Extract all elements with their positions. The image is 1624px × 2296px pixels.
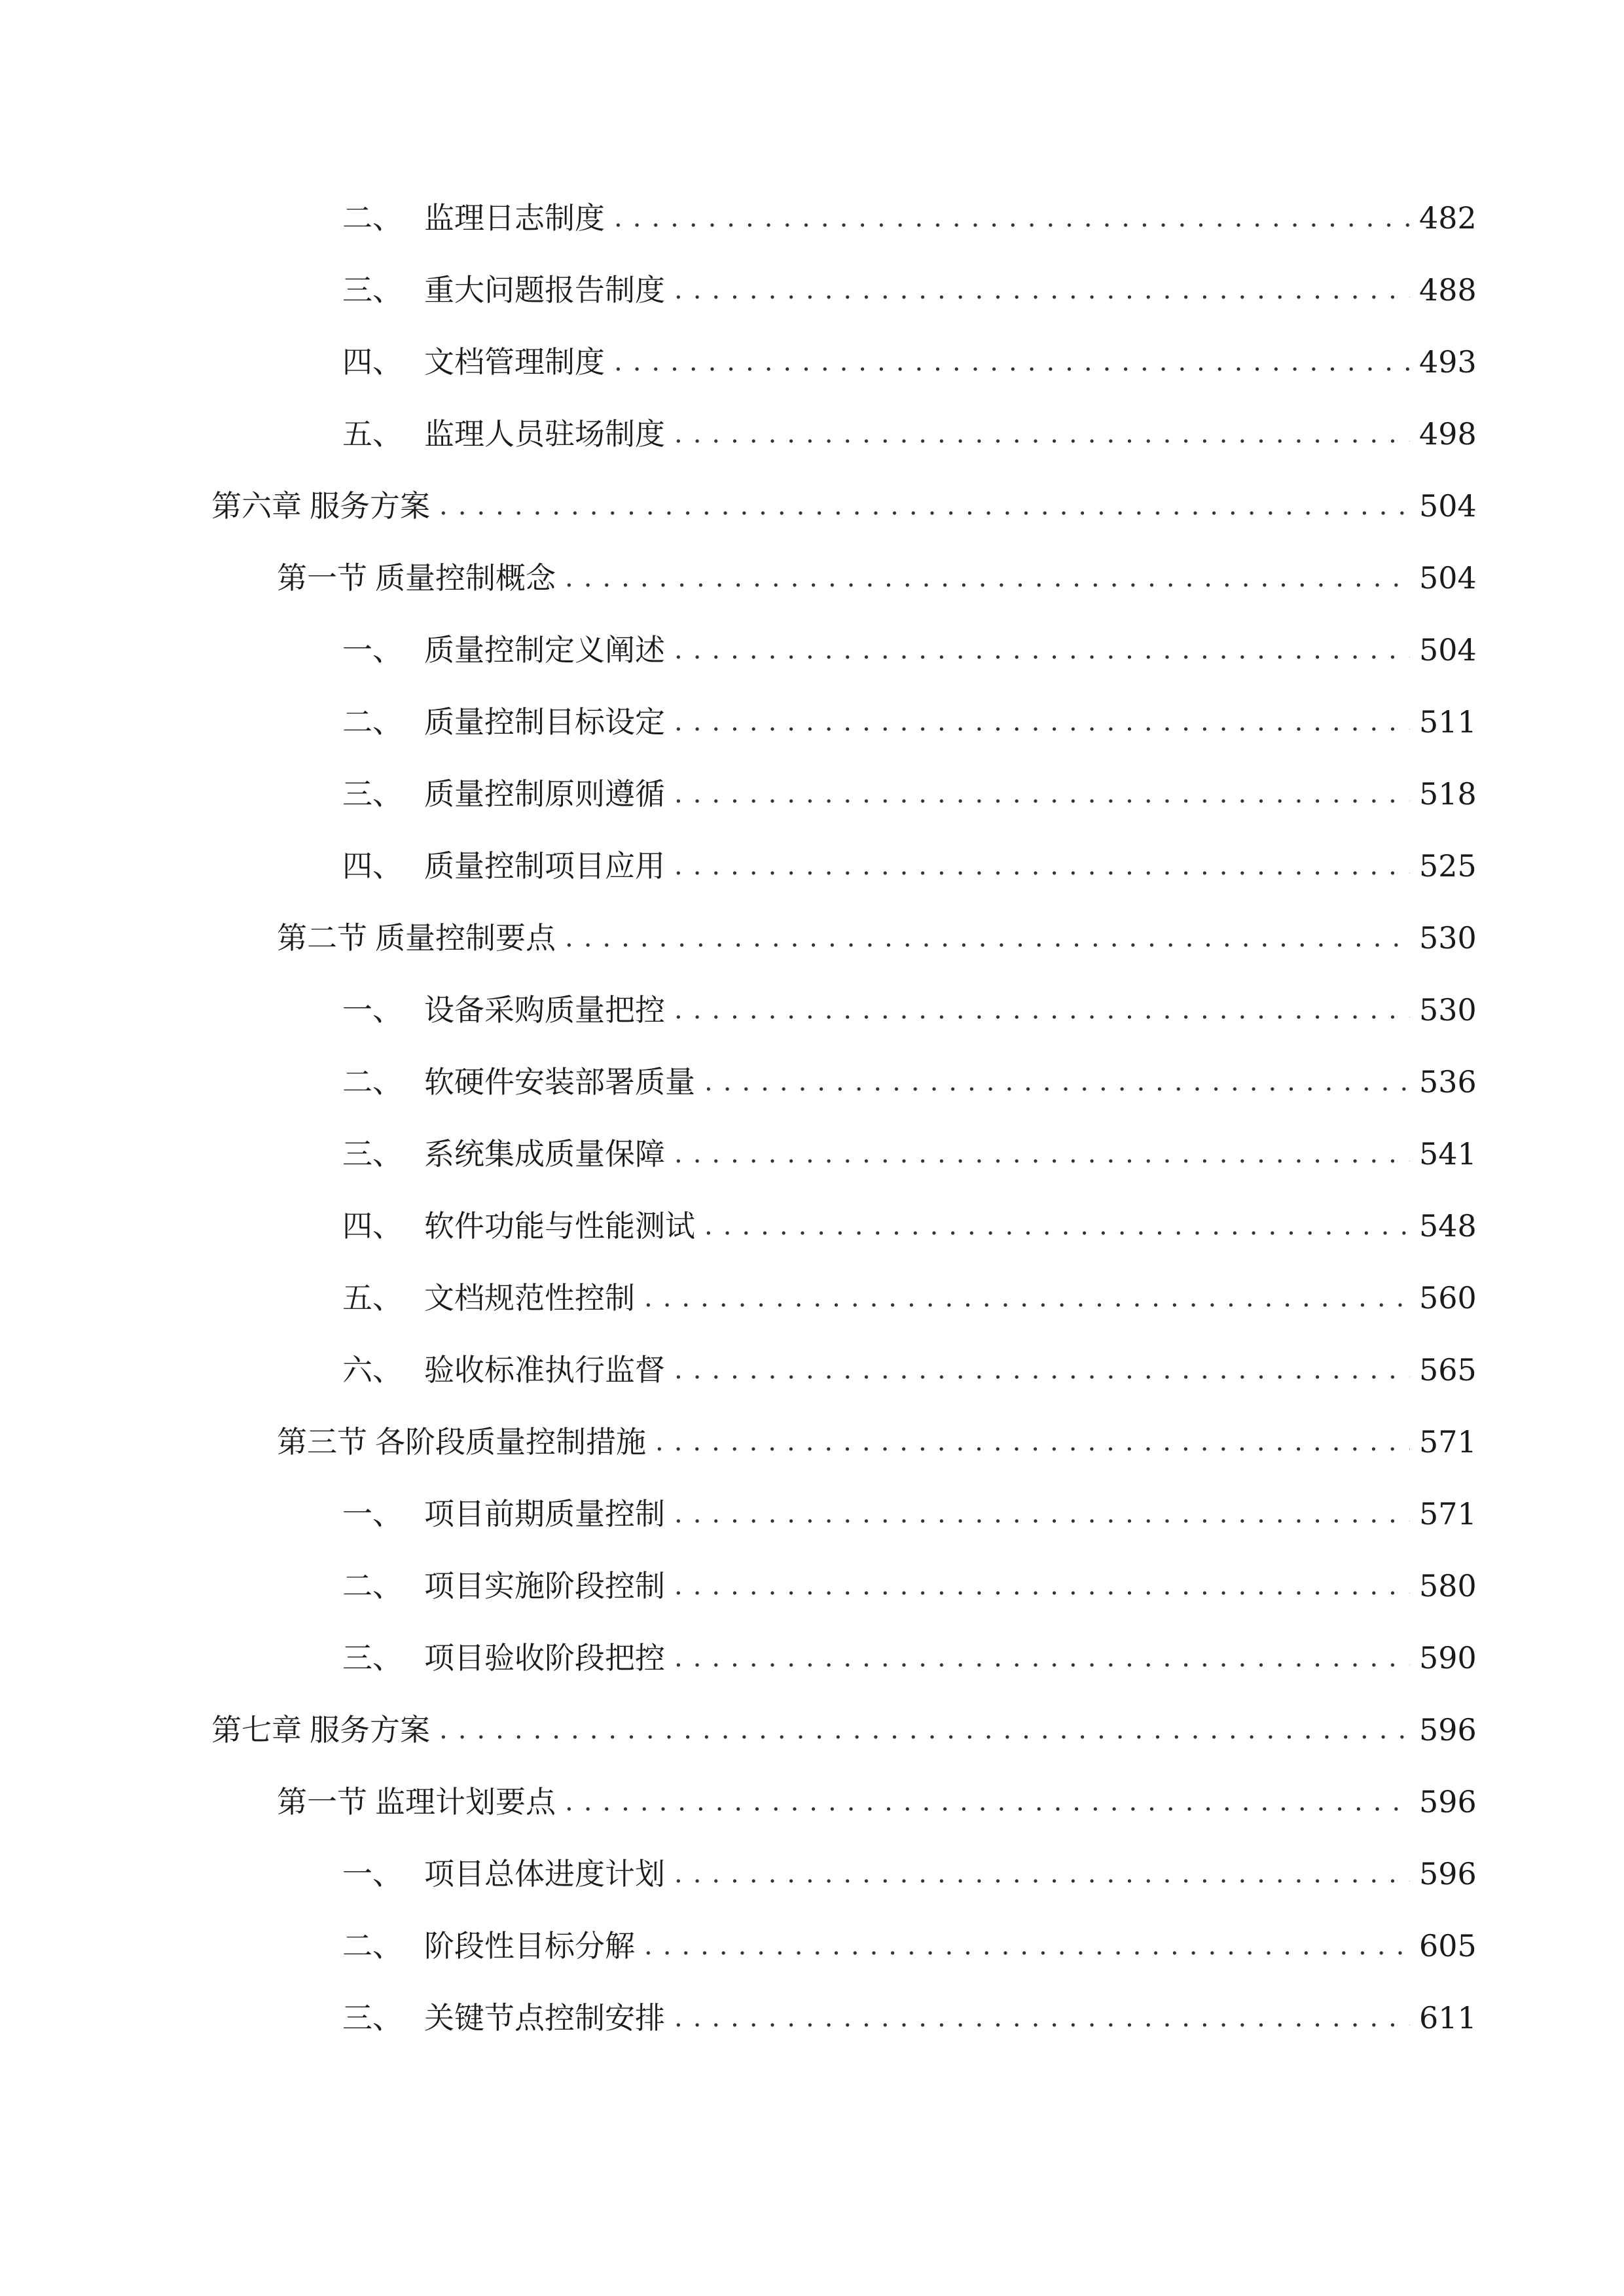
- toc-entry-page: 565: [1419, 1352, 1477, 1388]
- toc-entry-number: 三、: [342, 1136, 403, 1172]
- toc-entry[interactable]: [342, 1344, 1477, 1396]
- toc-entry-page: 571: [1419, 1496, 1477, 1532]
- toc-dot-leader: [674, 840, 1410, 892]
- toc-entry[interactable]: [342, 984, 1477, 1036]
- toc-entry-number: 第一节: [277, 1784, 367, 1820]
- toc-entry[interactable]: [342, 192, 1477, 244]
- toc-entry-title: 服务方案: [310, 1712, 430, 1748]
- toc-entry[interactable]: [342, 768, 1477, 820]
- toc-entry-page: 536: [1419, 1064, 1477, 1100]
- toc-entry-number: 二、: [342, 200, 403, 236]
- toc-entry[interactable]: [342, 840, 1477, 892]
- toc-entry-number: 三、: [342, 272, 403, 308]
- toc-entry-title: 服务方案: [310, 488, 430, 524]
- toc-entry-title: 各阶段质量控制措施: [375, 1424, 646, 1460]
- toc-dot-leader: [644, 1920, 1410, 1972]
- toc-entry-title: 项目验收阶段把控: [424, 1640, 665, 1676]
- toc-chapter[interactable]: [211, 1704, 1477, 1756]
- toc-entry-title: 监理日志制度: [424, 200, 605, 236]
- toc-entry[interactable]: [342, 696, 1477, 748]
- toc-entry-title: 质量控制要点: [375, 920, 556, 956]
- toc-entry-number: 三、: [342, 1640, 403, 1676]
- toc-dot-leader: [614, 336, 1410, 388]
- toc-entry[interactable]: [342, 624, 1477, 676]
- toc-entry-title: 文档管理制度: [424, 344, 605, 380]
- toc-entry-number: 二、: [342, 1568, 403, 1604]
- toc-dot-leader: [674, 1344, 1410, 1396]
- toc-entry[interactable]: [342, 1056, 1477, 1108]
- toc-dot-leader: [674, 1488, 1410, 1540]
- toc-entry-page: 530: [1419, 920, 1477, 956]
- toc-entry[interactable]: [342, 1848, 1477, 1900]
- toc-entry-title: 项目实施阶段控制: [424, 1568, 665, 1604]
- toc-entry-page: 488: [1419, 272, 1477, 308]
- toc-dot-leader: [565, 1776, 1410, 1828]
- toc-dot-leader: [704, 1200, 1410, 1252]
- toc-entry-number: 二、: [342, 1928, 403, 1964]
- toc-entry-number: 二、: [342, 1064, 403, 1100]
- toc-entry-title: 质量控制目标设定: [424, 704, 665, 740]
- toc-entry-page: 482: [1419, 200, 1477, 236]
- toc-entry[interactable]: [342, 1272, 1477, 1324]
- toc-entry-number: 四、: [342, 848, 403, 884]
- toc-entry[interactable]: [342, 1200, 1477, 1252]
- toc-dot-leader: [674, 696, 1410, 748]
- toc-entry-number: 一、: [342, 1496, 403, 1532]
- toc-entry[interactable]: [342, 336, 1477, 388]
- toc-dot-leader: [644, 1272, 1410, 1324]
- toc-entry-number: 六、: [342, 1352, 403, 1388]
- toc-entry-title: 关键节点控制安排: [424, 2000, 665, 2036]
- toc-dot-leader: [565, 912, 1410, 964]
- toc-entry-page: 504: [1419, 632, 1477, 668]
- toc-entry-page: 580: [1419, 1568, 1477, 1604]
- toc-entry-title: 验收标准执行监督: [424, 1352, 665, 1388]
- toc-entry-number: 第一节: [277, 560, 367, 596]
- toc-entry-title: 监理计划要点: [375, 1784, 556, 1820]
- toc-entry-title: 项目总体进度计划: [424, 1856, 665, 1892]
- toc-entry-title: 阶段性目标分解: [424, 1928, 635, 1964]
- toc-entry-number: 三、: [342, 2000, 403, 2036]
- toc-dot-leader: [565, 552, 1410, 604]
- toc-dot-leader: [439, 480, 1410, 532]
- toc-entry-page: 596: [1419, 1784, 1477, 1820]
- toc-entry-number: 五、: [342, 1280, 403, 1316]
- toc-dot-leader: [674, 768, 1410, 820]
- toc-entry-title: 软件功能与性能测试: [424, 1208, 695, 1244]
- toc-dot-leader: [674, 408, 1410, 460]
- toc-dot-leader: [655, 1416, 1410, 1468]
- toc-section[interactable]: [277, 1416, 1477, 1468]
- toc-entry-number: 四、: [342, 1208, 403, 1244]
- toc-entry-page: 493: [1419, 344, 1477, 380]
- toc-entry[interactable]: [342, 1920, 1477, 1972]
- toc-dot-leader: [674, 264, 1410, 316]
- toc-entry-page: 611: [1419, 2000, 1477, 2036]
- toc-entry[interactable]: [342, 1632, 1477, 1684]
- toc-entry-title: 设备采购质量把控: [424, 992, 665, 1028]
- toc-entry-page: 511: [1419, 704, 1477, 740]
- toc-entry-number: 一、: [342, 1856, 403, 1892]
- toc-entry-number: 一、: [342, 992, 403, 1028]
- toc-entry-page: 530: [1419, 992, 1477, 1028]
- toc-entry-number: 第七章: [211, 1712, 302, 1748]
- toc-entry-title: 质量控制概念: [375, 560, 556, 596]
- toc-entry-number: 第二节: [277, 920, 367, 956]
- toc-entry[interactable]: [342, 1992, 1477, 2044]
- toc-entry-number: 第六章: [211, 488, 302, 524]
- toc-entry-page: 590: [1419, 1640, 1477, 1676]
- toc-entry-number: 二、: [342, 704, 403, 740]
- toc-entry-number: 四、: [342, 344, 403, 380]
- toc-entry-page: 571: [1419, 1424, 1477, 1460]
- toc-entry[interactable]: [342, 264, 1477, 316]
- toc-entry-page: 504: [1419, 560, 1477, 596]
- toc-entry-number: 一、: [342, 632, 403, 668]
- toc-dot-leader: [674, 624, 1410, 676]
- toc-dot-leader: [674, 1992, 1410, 2044]
- toc-entry-number: 第三节: [277, 1424, 367, 1460]
- toc-entry-number: 三、: [342, 776, 403, 812]
- toc-chapter[interactable]: [211, 480, 1477, 532]
- toc-dot-leader: [439, 1704, 1410, 1756]
- toc-entry-number: 五、: [342, 416, 403, 452]
- toc-entry-page: 498: [1419, 416, 1477, 452]
- toc-entry-page: 605: [1419, 1928, 1477, 1964]
- toc-entry[interactable]: [342, 1128, 1477, 1180]
- toc-entry[interactable]: [342, 1560, 1477, 1612]
- toc-entry-title: 系统集成质量保障: [424, 1136, 665, 1172]
- toc-entry[interactable]: [342, 408, 1477, 460]
- toc-section[interactable]: [277, 1776, 1477, 1828]
- toc-entry-title: 软硬件安装部署质量: [424, 1064, 695, 1100]
- toc-dot-leader: [674, 984, 1410, 1036]
- toc-dot-leader: [674, 1560, 1410, 1612]
- toc-entry-page: 596: [1419, 1712, 1477, 1748]
- toc-entry-page: 504: [1419, 488, 1477, 524]
- toc-entry-title: 文档规范性控制: [424, 1280, 635, 1316]
- toc-section[interactable]: [277, 912, 1477, 964]
- toc-entry-page: 548: [1419, 1208, 1477, 1244]
- toc-entry-title: 质量控制项目应用: [424, 848, 665, 884]
- toc-section[interactable]: [277, 552, 1477, 604]
- toc-dot-leader: [674, 1128, 1410, 1180]
- toc-dot-leader: [704, 1056, 1410, 1108]
- toc-dot-leader: [674, 1632, 1410, 1684]
- toc-entry-page: 541: [1419, 1136, 1477, 1172]
- toc-dot-leader: [674, 1848, 1410, 1900]
- toc-entry-title: 质量控制定义阐述: [424, 632, 665, 668]
- toc-entry-title: 重大问题报告制度: [424, 272, 665, 308]
- toc-entry-page: 560: [1419, 1280, 1477, 1316]
- toc-entry-page: 596: [1419, 1856, 1477, 1892]
- toc-entry-title: 监理人员驻场制度: [424, 416, 665, 452]
- toc-entry-page: 518: [1419, 776, 1477, 812]
- toc-entry-page: 525: [1419, 848, 1477, 884]
- toc-dot-leader: [614, 192, 1410, 244]
- toc-entry-title: 质量控制原则遵循: [424, 776, 665, 812]
- toc-entry[interactable]: [342, 1488, 1477, 1540]
- toc-entry-title: 项目前期质量控制: [424, 1496, 665, 1532]
